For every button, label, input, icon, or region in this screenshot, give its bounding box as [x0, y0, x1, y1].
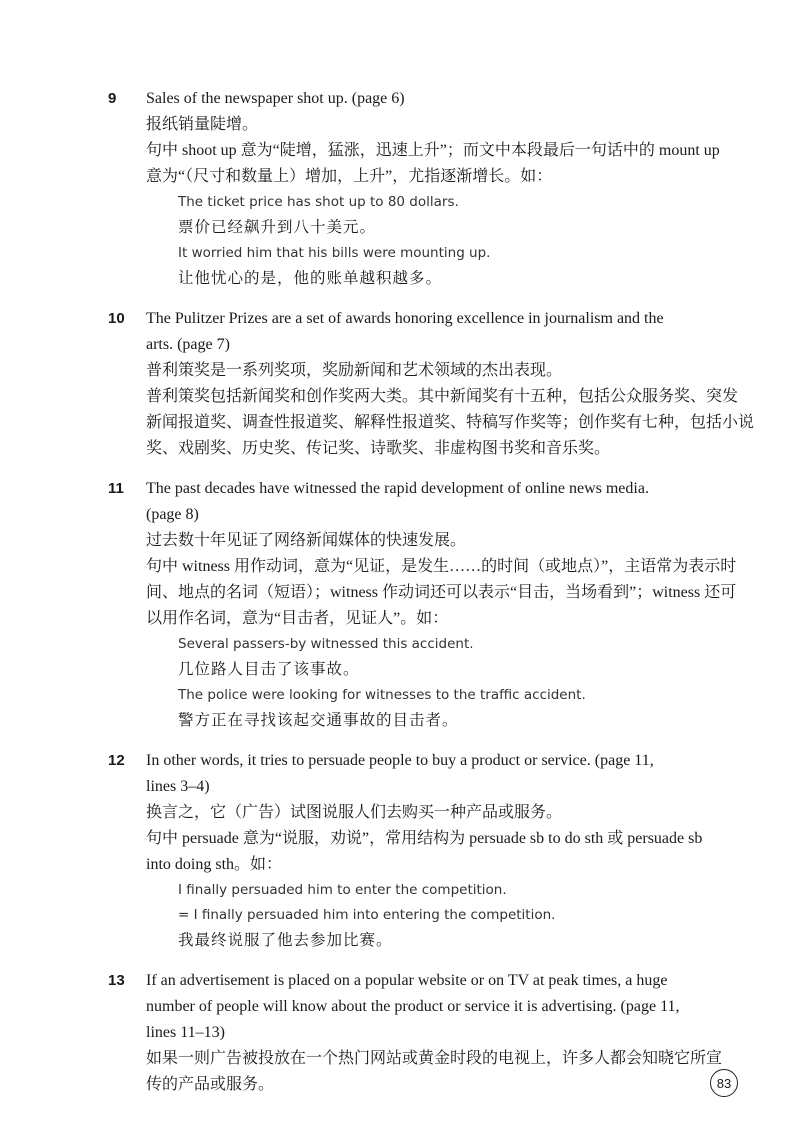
- entry-12: [108, 748, 710, 954]
- entry-text-line: The Pulitzer Prizes are a set of awards honoring excellence in journalism and the: [146, 310, 664, 327]
- entry-text-line: 以用作名词，意为“目击者，见证人”。如：: [146, 610, 449, 627]
- entry-number: 13: [108, 972, 125, 989]
- entry-text-line: 意为“（尺寸和数量上）增加，上升”，尤指逐渐增长。如：: [146, 168, 553, 185]
- entry-text-line: The past decades have witnessed the rapid development of online news media.: [146, 480, 649, 497]
- entry-13: [108, 968, 723, 1098]
- entry-text-line: 句中 witness 用作动词，意为“见证，是发生……的时间（或地点）”，主语常为表示时: [146, 558, 737, 575]
- entry-text-line: 换言之，它（广告）试图说服人们去购买一种产品或服务。: [146, 804, 563, 821]
- entry-number: 10: [108, 310, 125, 327]
- entry-text-line: 新闻报道奖、调查性报道奖、解释性报道奖、特稿写作奖等；创作奖有七种，包括小说: [146, 414, 755, 431]
- page-number: 83: [710, 1069, 738, 1097]
- entry-text-line: 句中 persuade 意为“说服，劝说”，常用结构为 persuade sb to do sth 或 persuade sb: [146, 830, 703, 847]
- entry-text-line: 传的产品或服务。: [146, 1076, 275, 1093]
- entry-9: [108, 86, 720, 292]
- entry-number: 9: [108, 90, 117, 107]
- example-english: Several passers-by witnessed this accident.: [178, 636, 474, 652]
- entry-text-line: 报纸销量陡增。: [146, 116, 259, 133]
- entry-text-line: 普利策奖包括新闻奖和创作奖两大类。其中新闻奖有十五种，包括公众服务奖、突发: [146, 388, 739, 405]
- entry-10: [108, 306, 755, 462]
- example-english: = I finally persuaded him into entering the competition.: [178, 907, 556, 923]
- entry-text-line: Sales of the newspaper shot up. (page 6): [146, 90, 405, 107]
- entry-text-line: (page 8): [146, 506, 199, 523]
- example-chinese: 我最终说服了他去参加比赛。: [178, 932, 393, 949]
- example-chinese: 票价已经飙升到八十美元。: [178, 219, 377, 236]
- example-english: I finally persuaded him to enter the competition.: [178, 882, 507, 898]
- entry-number: 11: [108, 480, 124, 497]
- example-chinese: 警方正在寻找该起交通事故的目击者。: [178, 712, 459, 729]
- entry-text-line: 如果一则广告被投放在一个热门网站或黄金时段的电视上，许多人都会知晓它所宣: [146, 1050, 723, 1067]
- example-english: The police were looking for witnesses to the traffic accident.: [178, 687, 586, 703]
- example-chinese: 几位路人目击了该事故。: [178, 661, 360, 678]
- entry-text-line: lines 3–4): [146, 778, 210, 795]
- entry-text-line: 过去数十年见证了网络新闻媒体的快速发展。: [146, 532, 467, 549]
- entry-text-line: into doing sth。如：: [146, 856, 283, 873]
- example-chinese: 让他忧心的是，他的账单越积越多。: [178, 270, 443, 287]
- example-english: The ticket price has shot up to 80 dollars.: [178, 194, 459, 210]
- entry-text-line: lines 11–13): [146, 1024, 225, 1041]
- entry-text-line: 奖、戏剧奖、历史奖、传记奖、诗歌奖、非虚构图书奖和音乐奖。: [146, 440, 611, 457]
- entry-text-line: arts. (page 7): [146, 336, 230, 353]
- entry-number: 12: [108, 752, 125, 769]
- entry-text-line: If an advertisement is placed on a popular website or on TV at peak times, a huge: [146, 972, 668, 989]
- entry-text-line: 间、地点的名词（短语）；witness 作动词还可以表示“目击，当场看到”；witness 还可: [146, 584, 737, 601]
- entry-text-line: In other words, it tries to persuade people to buy a product or service. (page 11,: [146, 752, 654, 769]
- entry-text-line: 普利策奖是一系列奖项，奖励新闻和艺术领域的杰出表现。: [146, 362, 563, 379]
- example-english: It worried him that his bills were mounting up.: [178, 245, 491, 261]
- entry-text-line: number of people will know about the product or service it is advertising. (page 11,: [146, 998, 680, 1015]
- entry-text-line: 句中 shoot up 意为“陡增，猛涨，迅速上升”；而文中本段最后一句话中的 mount up: [146, 142, 720, 159]
- entry-11: [108, 476, 737, 734]
